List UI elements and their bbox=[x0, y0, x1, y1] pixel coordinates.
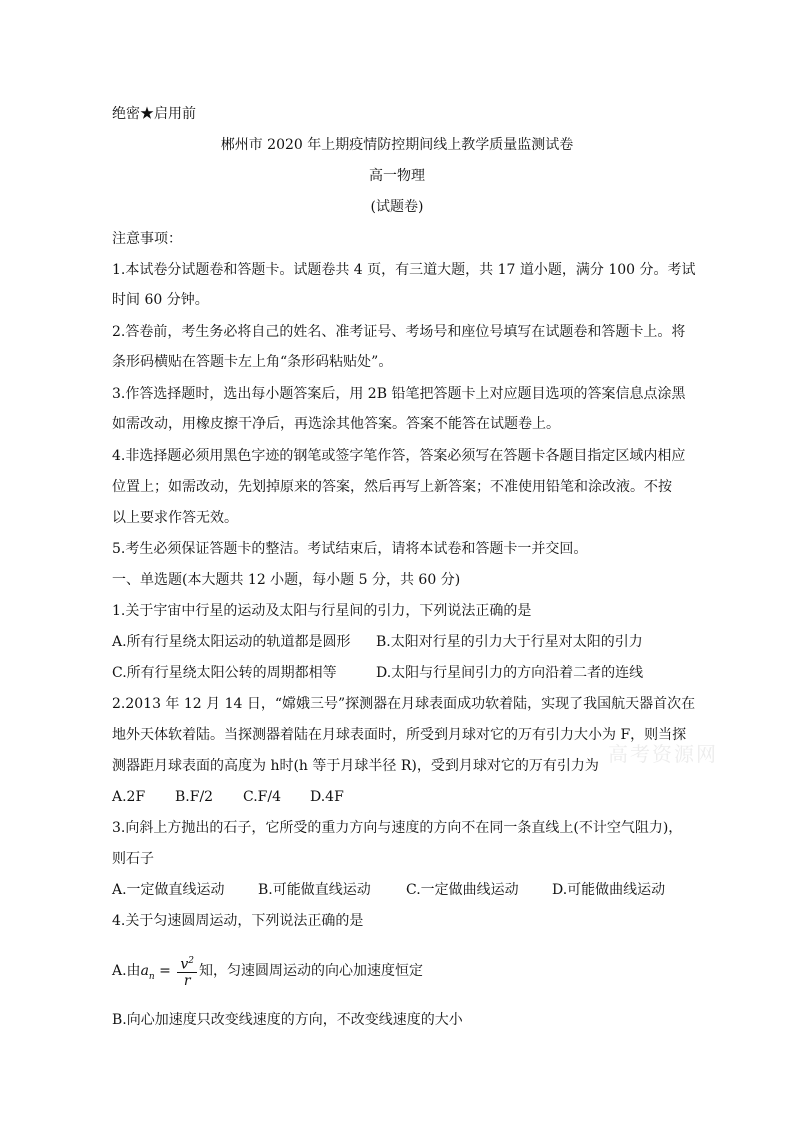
fraction-numerator: $v^2$ bbox=[177, 953, 197, 974]
acceleration-subscript: n bbox=[148, 971, 155, 982]
acceleration-symbol: a bbox=[140, 963, 149, 979]
q3-option-b: B.可能做直线运动 bbox=[258, 882, 371, 898]
q3-line-2: 则石子 bbox=[112, 851, 154, 867]
q2-option-c: C.F/4 bbox=[243, 789, 282, 805]
notes-heading: 注意事项： bbox=[112, 231, 182, 247]
q2-line-3: 测器距月球表面的高度为 h时(h 等于月球半径 R)，受到月球对它的万有引力为 bbox=[112, 758, 599, 774]
note-1-line-1: 1.本试卷分试题卷和答题卡。试题卷共 4 页，有三道大题，共 17 道小题，满分 100 分。考试 bbox=[112, 262, 696, 278]
q4-option-a bbox=[112, 952, 423, 996]
q1-option-d: D.太阳与行星间引力的方向沿着二者的连线 bbox=[376, 665, 644, 681]
note-3-line-1: 3.作答选择题时，选出每小题答案后，用 2B 铅笔把答题卡上对应题目选项的答案信息点涂黑 bbox=[112, 386, 686, 402]
exam-title: 郴州市 2020 年上期疫情防控期间线上教学质量监测试卷 bbox=[220, 137, 574, 153]
q3-option-d: D.可能做曲线运动 bbox=[552, 882, 666, 898]
note-3-line-2: 如需改动，用橡皮擦干净后，再选涂其他答案。答案不能答在试题卷上。 bbox=[112, 416, 560, 432]
q2-option-d: D.4F bbox=[310, 789, 344, 805]
q4-option-b: B.向心加速度只改变线速度的方向，不改变线速度的大小 bbox=[112, 1012, 463, 1028]
q4-option-a-text: 知，匀速圆周运动的向心加速度恒定 bbox=[199, 963, 424, 979]
velocity-radius-fraction bbox=[177, 953, 197, 990]
q3-option-c: C.一定做曲线运动 bbox=[406, 882, 519, 898]
watermark: 高考资源网 bbox=[608, 742, 718, 766]
note-4-line-1: 4.非选择题必须用黑色字迹的钢笔或签字笔作答，答案必须写在答题卡各题目指定区域内相应 bbox=[112, 448, 686, 464]
q1-option-b: B.太阳对行星的引力大于行星对太阳的引力 bbox=[376, 634, 643, 650]
note-4-line-3: 以上要求作答无效。 bbox=[112, 510, 238, 526]
q2-option-b: B.F/2 bbox=[175, 789, 214, 805]
section-1-heading: 一、单选题(本大题共 12 小题，每小题 5 分，共 60 分) bbox=[112, 572, 461, 588]
q1-stem: 1.关于宇宙中行星的运动及太阳与行星间的引力，下列说法正确的是 bbox=[112, 603, 532, 619]
note-1-line-2: 时间 60 分钟。 bbox=[112, 292, 209, 308]
q2-option-a: A.2F bbox=[112, 789, 146, 805]
booklet-label: (试题卷) bbox=[370, 199, 424, 215]
note-5: 5.考生必须保证答题卡的整洁。考试结束后，请将本试卷和答题卡一并交回。 bbox=[112, 541, 588, 557]
q4-option-a-prefix: A.由 bbox=[112, 963, 141, 979]
note-2-line-2: 条形码横贴在答题卡左上角“条形码粘贴处”。 bbox=[112, 354, 393, 370]
fraction-denominator: r bbox=[183, 973, 191, 990]
confidential-mark: 绝密★启用前 bbox=[112, 106, 196, 122]
q1-option-c: C.所有行星绕太阳公转的周期都相等 bbox=[112, 665, 337, 681]
note-4-line-2: 位置上；如需改动，先划掉原来的答案，然后再写上新答案；不准使用铅笔和涂改液。不按 bbox=[112, 479, 672, 495]
q3-line-1: 3.向斜上方抛出的石子，它所受的重力方向与速度的方向不在同一条直线上(不计空气阻力)， bbox=[112, 820, 683, 836]
q3-option-a: A.一定做直线运动 bbox=[112, 882, 225, 898]
q2-line-2: 地外天体软着陆。当探测器着陆在月球表面时，所受到月球对它的万有引力大小为 F，则当探 bbox=[112, 727, 687, 743]
q4-stem: 4.关于匀速圆周运动，下列说法正确的是 bbox=[112, 913, 364, 929]
q1-option-a: A.所有行星绕太阳运动的轨道都是圆形 bbox=[112, 634, 351, 650]
subject-title: 高一物理 bbox=[369, 168, 425, 184]
equals-sign: = bbox=[154, 963, 176, 979]
q2-line-1: 2.2013 年 12 月 14 日，“嫦娥三号”探测器在月球表面成功软着陆，实现了我国航天器首次在 bbox=[112, 696, 696, 712]
note-2-line-1: 2.答卷前，考生务必将自己的姓名、准考证号、考场号和座位号填写在试题卷和答题卡上。将 bbox=[112, 324, 686, 340]
